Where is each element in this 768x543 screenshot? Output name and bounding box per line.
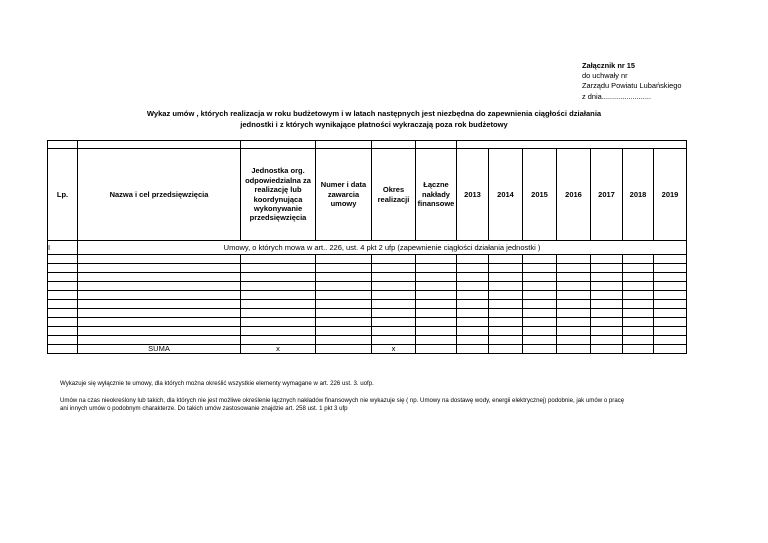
col-year-2013-header: 2013 — [457, 149, 489, 241]
table-header-row — [48, 149, 687, 241]
sum-period-mark: x — [372, 345, 416, 354]
col-contract-header: Numer i data zawarcia umowy — [316, 149, 372, 241]
col-year-2016-header: 2016 — [557, 149, 591, 241]
col-year-2015-header: 2015 — [523, 149, 557, 241]
note-indefinite-line-1: Umów na czas nieokreślony lub takich, dla których nie jest możliwe określenie łącznych nakładów finansowych nie wykazuje się ( np. Umowy na dostawę wody, energii elektrycznej) podobnie, jak umów o pracę — [60, 396, 625, 404]
col-name-header: Nazwa i cel przedsięwzięcia — [78, 149, 241, 241]
col-year-2018-header: 2018 — [623, 149, 654, 241]
note-indefinite-line-2: ani innych umów o podobnym charakterze. Do takich umów zastosowanie znajdzie art. 258 ust. 1 pkt 3 ufp — [60, 405, 348, 413]
annex-resolution-line: do uchwały nr — [582, 71, 628, 81]
table-row — [48, 318, 687, 327]
section-row — [48, 241, 687, 255]
table-row — [48, 300, 687, 309]
section-description: Umowy, o których mowa w art.. 226, ust. 4 pkt 2 ufp (zapewnienie ciągłości działania jednostki ) — [78, 241, 687, 255]
sum-label: SUMA — [78, 345, 241, 354]
col-period-header: Okres realizacji — [372, 149, 416, 241]
document-title — [60, 108, 688, 130]
annex-date-line: z dnia........................ — [582, 91, 652, 101]
col-total-header: Łączne nakłady finansowe — [416, 149, 457, 241]
table-row — [48, 291, 687, 300]
col-year-2014-header: 2014 — [489, 149, 523, 241]
table-row — [48, 309, 687, 318]
notes-block — [60, 380, 624, 414]
table-row — [48, 336, 687, 345]
table-top-spacer-row — [48, 141, 687, 149]
note-uofp: Wykazuje się wyłącznie te umowy, dla których można określić wszystkie elementy wymagane w art. 226 ust. 3. uofp. — [60, 380, 374, 387]
col-year-2019-header: 2019 — [654, 149, 687, 241]
sum-row — [48, 345, 687, 354]
note-indefinite-contracts — [60, 397, 624, 414]
col-unit-header: Jednostka org. odpowiedzialna za realizację lub koordynująca wykonywanie przedsięwzięcia — [241, 149, 316, 241]
document-title-line-1: Wykaz umów , których realizacja w roku budżetowym i w latach następnych jest niezbędna do zapewnienia ciągłości działania — [146, 109, 602, 118]
annex-board-line: Zarządu Powiatu Lubańskiego — [582, 81, 682, 91]
document-title-line-2: jednostki i z których wynikające płatności wykraczają poza rok budżetowy — [240, 120, 508, 129]
table-row — [48, 273, 687, 282]
col-year-2017-header: 2017 — [591, 149, 623, 241]
table-row — [48, 264, 687, 273]
annex-title: Załącznik nr 15 — [582, 61, 635, 70]
sum-unit-mark: x — [241, 345, 316, 354]
contracts-table — [47, 140, 687, 354]
table-row — [48, 282, 687, 291]
section-number: I — [48, 241, 78, 255]
table-row — [48, 327, 687, 336]
table-row — [48, 255, 687, 264]
col-lp-header: Lp. — [48, 149, 78, 241]
annex-block — [582, 61, 681, 102]
